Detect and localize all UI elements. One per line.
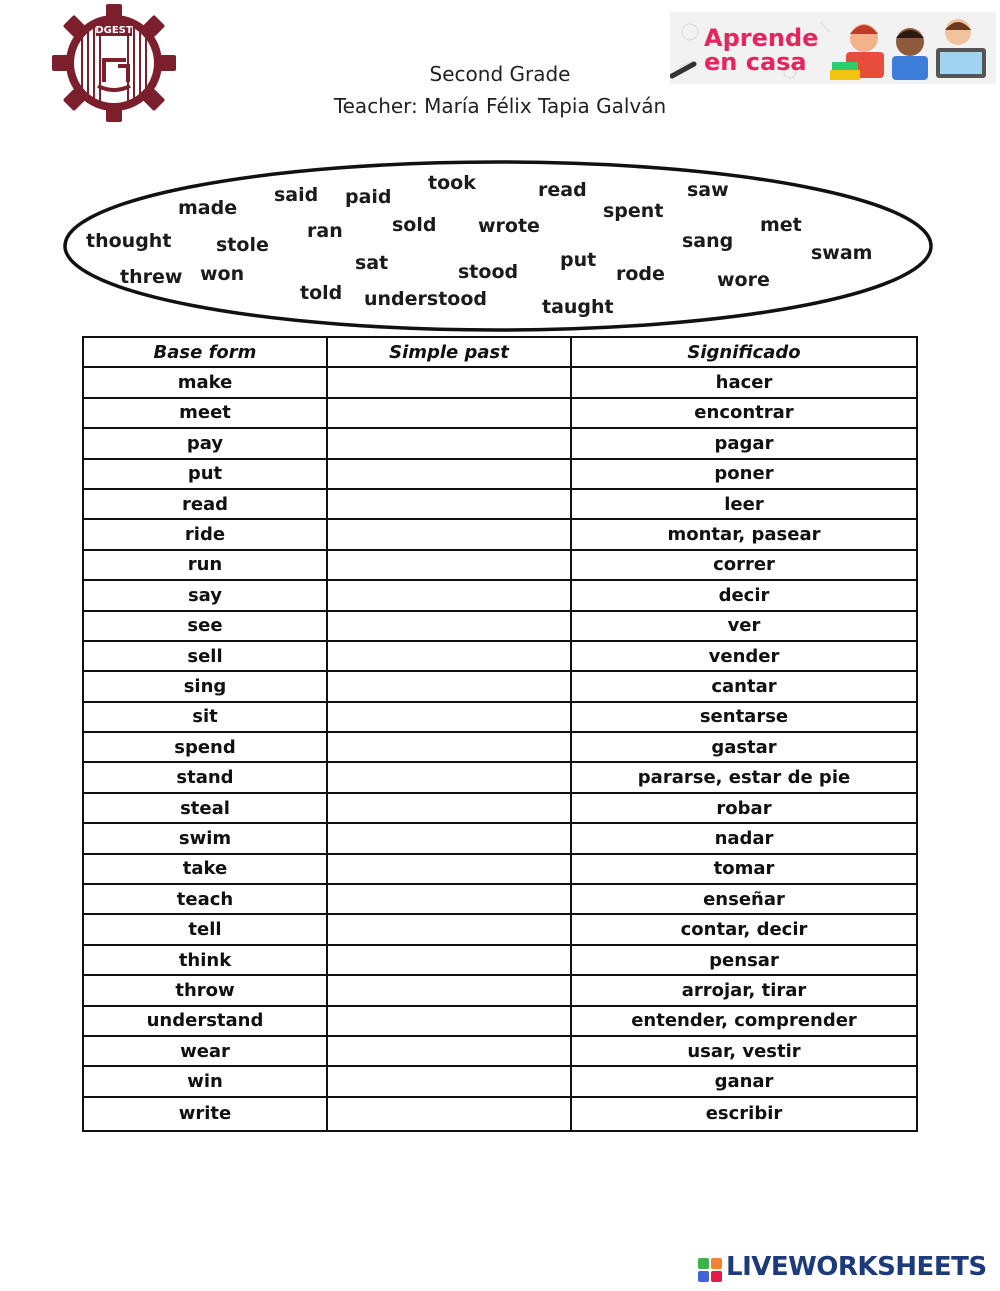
table-row xyxy=(83,550,917,580)
header-simple-past: Simple past xyxy=(327,337,571,367)
word-bank-item: taught xyxy=(542,296,614,318)
base-form-cell: sit xyxy=(83,702,327,732)
meaning-cell: encontrar xyxy=(571,398,917,428)
base-form-cell: take xyxy=(83,854,327,884)
verb-table xyxy=(82,336,918,1132)
base-form-cell: wear xyxy=(83,1036,327,1066)
table-row xyxy=(83,762,917,792)
word-bank-item: wore xyxy=(717,269,770,291)
meaning-cell: nadar xyxy=(571,823,917,853)
meaning-cell: arrojar, tirar xyxy=(571,975,917,1005)
meaning-cell: usar, vestir xyxy=(571,1036,917,1066)
simple-past-answer[interactable] xyxy=(327,519,571,549)
simple-past-answer[interactable] xyxy=(327,793,571,823)
table-row xyxy=(83,702,917,732)
table-row xyxy=(83,732,917,762)
table-row xyxy=(83,793,917,823)
simple-past-answer[interactable] xyxy=(327,1066,571,1096)
simple-past-answer[interactable] xyxy=(327,762,571,792)
meaning-cell: entender, comprender xyxy=(571,1006,917,1036)
table-row xyxy=(83,641,917,671)
word-bank-item: spent xyxy=(603,200,664,222)
word-bank-item: stood xyxy=(458,261,519,283)
word-bank-ellipse xyxy=(60,160,936,338)
simple-past-answer[interactable] xyxy=(327,884,571,914)
word-bank-item: sat xyxy=(355,252,389,274)
base-form-cell: sing xyxy=(83,671,327,701)
table-row xyxy=(83,367,917,397)
base-form-cell: put xyxy=(83,459,327,489)
base-form-cell: swim xyxy=(83,823,327,853)
meaning-cell: montar, pasear xyxy=(571,519,917,549)
simple-past-answer[interactable] xyxy=(327,489,571,519)
base-form-cell: see xyxy=(83,611,327,641)
word-bank-item: took xyxy=(428,172,476,194)
liveworksheets-icon xyxy=(698,1258,722,1282)
word-bank-item: stole xyxy=(216,234,269,256)
grade-title: Second Grade xyxy=(429,62,571,86)
teacher-name: Teacher: María Félix Tapia Galván xyxy=(333,94,667,118)
meaning-cell: robar xyxy=(571,793,917,823)
word-bank-item: put xyxy=(560,249,597,271)
meaning-cell: decir xyxy=(571,580,917,610)
base-form-cell: think xyxy=(83,945,327,975)
base-form-cell: win xyxy=(83,1066,327,1096)
table-row xyxy=(83,1036,917,1066)
word-bank-item: threw xyxy=(120,266,183,288)
table-row xyxy=(83,975,917,1005)
word-bank-item: rode xyxy=(616,263,665,285)
table-row xyxy=(83,519,917,549)
simple-past-answer[interactable] xyxy=(327,854,571,884)
meaning-cell: ver xyxy=(571,611,917,641)
meaning-cell: correr xyxy=(571,550,917,580)
logo-right-line2: en casa xyxy=(704,48,807,76)
meaning-cell: ganar xyxy=(571,1066,917,1096)
meaning-cell: leer xyxy=(571,489,917,519)
base-form-cell: ride xyxy=(83,519,327,549)
simple-past-answer[interactable] xyxy=(327,641,571,671)
table-header-row xyxy=(83,337,917,367)
simple-past-answer[interactable] xyxy=(327,398,571,428)
table-row xyxy=(83,945,917,975)
word-bank-item: wrote xyxy=(478,215,540,237)
simple-past-answer[interactable] xyxy=(327,732,571,762)
table-row xyxy=(83,580,917,610)
word-bank-item: paid xyxy=(345,186,392,208)
header-significado: Significado xyxy=(571,337,917,367)
word-bank-item: understood xyxy=(364,288,488,310)
table-row xyxy=(83,671,917,701)
table-row xyxy=(83,854,917,884)
simple-past-answer[interactable] xyxy=(327,702,571,732)
base-form-cell: teach xyxy=(83,884,327,914)
word-bank-item: made xyxy=(178,197,238,219)
simple-past-answer[interactable] xyxy=(327,1097,571,1131)
word-bank-item: told xyxy=(300,282,343,304)
simple-past-answer[interactable] xyxy=(327,945,571,975)
word-bank-item: sold xyxy=(392,214,437,236)
meaning-cell: pagar xyxy=(571,428,917,458)
word-bank-item: swam xyxy=(811,242,873,264)
base-form-cell: meet xyxy=(83,398,327,428)
meaning-cell: vender xyxy=(571,641,917,671)
word-bank-item: met xyxy=(760,214,802,236)
table-row xyxy=(83,914,917,944)
logo-right-line1: Aprende xyxy=(704,24,819,52)
meaning-cell: tomar xyxy=(571,854,917,884)
meaning-cell: gastar xyxy=(571,732,917,762)
base-form-cell: spend xyxy=(83,732,327,762)
simple-past-answer[interactable] xyxy=(327,1006,571,1036)
table-row xyxy=(83,398,917,428)
table-row xyxy=(83,1006,917,1036)
table-row xyxy=(83,611,917,641)
meaning-cell: escribir xyxy=(571,1097,917,1131)
base-form-cell: sell xyxy=(83,641,327,671)
simple-past-answer[interactable] xyxy=(327,975,571,1005)
meaning-cell: cantar xyxy=(571,671,917,701)
base-form-cell: write xyxy=(83,1097,327,1131)
table-row xyxy=(83,1097,917,1131)
simple-past-answer[interactable] xyxy=(327,367,571,397)
liveworksheets-text: LIVEWORKSHEETS xyxy=(726,1252,987,1282)
base-form-cell: say xyxy=(83,580,327,610)
table-row xyxy=(83,1066,917,1096)
base-form-cell: tell xyxy=(83,914,327,944)
word-bank xyxy=(60,160,936,338)
base-form-cell: steal xyxy=(83,793,327,823)
meaning-cell: contar, decir xyxy=(571,914,917,944)
simple-past-answer[interactable] xyxy=(327,428,571,458)
meaning-cell: sentarse xyxy=(571,702,917,732)
word-bank-item: won xyxy=(200,263,245,285)
base-form-cell: stand xyxy=(83,762,327,792)
simple-past-answer[interactable] xyxy=(327,580,571,610)
table-row xyxy=(83,823,917,853)
table-row xyxy=(83,884,917,914)
meaning-cell: hacer xyxy=(571,367,917,397)
base-form-cell: make xyxy=(83,367,327,397)
base-form-cell: understand xyxy=(83,1006,327,1036)
meaning-cell: enseñar xyxy=(571,884,917,914)
word-bank-item: sang xyxy=(682,230,734,252)
word-bank-item: saw xyxy=(687,179,729,201)
base-form-cell: read xyxy=(83,489,327,519)
meaning-cell: pararse, estar de pie xyxy=(571,762,917,792)
simple-past-answer[interactable] xyxy=(327,823,571,853)
liveworksheets-brand xyxy=(698,1252,998,1286)
table-row xyxy=(83,489,917,519)
simple-past-answer[interactable] xyxy=(327,914,571,944)
table-row xyxy=(83,459,917,489)
logo-left-text: DGEST xyxy=(95,25,133,36)
simple-past-answer[interactable] xyxy=(327,671,571,701)
word-bank-item: read xyxy=(538,179,587,201)
base-form-cell: run xyxy=(83,550,327,580)
base-form-cell: throw xyxy=(83,975,327,1005)
word-bank-item: thought xyxy=(86,230,172,252)
table-row xyxy=(83,428,917,458)
base-form-cell: pay xyxy=(83,428,327,458)
meaning-cell: poner xyxy=(571,459,917,489)
header-base-form: Base form xyxy=(83,337,327,367)
simple-past-answer[interactable] xyxy=(327,459,571,489)
simple-past-answer[interactable] xyxy=(327,550,571,580)
simple-past-answer[interactable] xyxy=(327,611,571,641)
meaning-cell: pensar xyxy=(571,945,917,975)
simple-past-answer[interactable] xyxy=(327,1036,571,1066)
word-bank-item: ran xyxy=(307,220,343,242)
word-bank-item: said xyxy=(274,184,319,206)
